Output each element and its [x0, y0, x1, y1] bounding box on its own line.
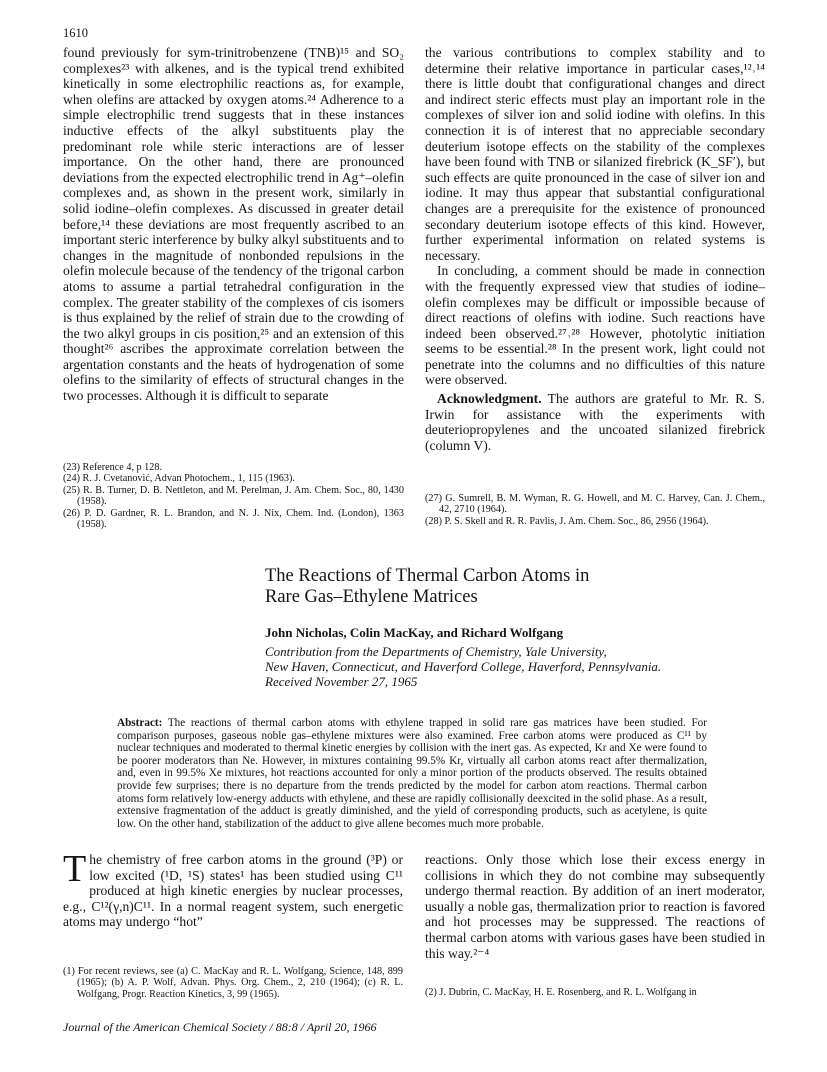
acknowledgment-heading: Acknowledgment. — [437, 391, 542, 407]
body-right-footnote — [425, 987, 765, 998]
body-right-paragraph: reactions. Only those which lose their excess energy in collisions in which they do not combine may subsequently undergo thermal reaction. By addition of an inert moderator, usually a noble gas, thermalization prior to reaction is favored and hot processes may be suppressed. The reactions of thermal carbon atoms with various gases have been studied in this way.²⁻⁴ — [425, 852, 765, 961]
footnote-28: (28) P. S. Skell and R. R. Pavlis, J. Am. Chem. Soc., 86, 2956 (1964). — [425, 515, 709, 527]
abstract-label: Abstract: — [117, 717, 163, 729]
footnote-2: (2) J. Dubrin, C. MacKay, H. E. Rosenberg, and R. L. Wolfgang in — [425, 987, 697, 998]
acknowledgment — [425, 391, 765, 453]
page-number: 1610 — [63, 26, 88, 40]
right-column-text — [425, 45, 765, 453]
article-affiliation — [265, 644, 661, 689]
drop-cap: T — [63, 848, 87, 890]
body-left-footnote — [63, 966, 403, 1000]
article-authors: John Nicholas, Colin MacKay, and Richard Wolfgang — [265, 625, 564, 640]
received-date: Received November 27, 1965 — [265, 674, 418, 689]
body-left-paragraph: he chemistry of free carbon atoms in the ground (³P) or low excited (¹D, ¹S) states¹ has been studied using C¹¹ produced at high kinetic energies by nuclear processes, e.g., C¹²(γ,n)C¹¹. In a normal reagent system, such energetic atoms may undergo “hot” — [63, 852, 403, 930]
body-left-text — [63, 848, 403, 930]
footnote-27: (27) G. Sumrell, B. M. Wyman, R. G. Howell, and M. C. Harvey, Can. J. Chem., 42, 2710 (1964). — [425, 493, 765, 516]
left-footnotes — [63, 462, 404, 530]
left-column-text — [63, 45, 404, 404]
footnote-24: (24) R. J. Cvetanović, Advan Photochem., 1, 115 (1963). — [63, 473, 295, 485]
body-right-text — [425, 852, 765, 961]
affiliation-line-2: New Haven, Connecticut, and Haverford College, Haverford, Pennsylvania. — [265, 659, 662, 674]
article-title-line-1: The Reactions of Thermal Carbon Atoms in — [265, 566, 590, 586]
right-paragraph-2: In concluding, a comment should be made in connection with the frequently expressed view that studies of iodine–olefin complexes may be difficult or impossible because of direct reactions of olefins with iodine. Such reactions have indeed been observed.²⁷˒²⁸ However, photolytic initiation seems to be essential.²⁸ In the present work, light could not penetrate into the columns and no difficulties of this nature were observed. — [425, 263, 765, 388]
right-paragraph-1: the various contributions to complex stability and to determine their relative importance in particular cases,¹²˒¹⁴ there is little doubt that configurational changes and direct and indirect steric effects must play an important role in the complexes of silver ion and solid iodine with olefins. In this connection it is of interest that no appreciable secondary deuterium isotope effects on the stability of the complexes have been found with TNB or silanized firebrick (K_SF′), but such effects are quite pronounced in the case of silver ion and iodine. It may thus appear that substantial configurational changes are a prerequisite for the existence of pronounced secondary deuterium isotope effects of this kind. However, further experimental information on related systems is necessary. — [425, 45, 765, 263]
left-paragraph: found previously for sym-trinitrobenzene (TNB)¹⁵ and SO₂ complexes²³ with alkenes, and is the typical trend exhibited kinetically in some electrophilic reactions as, for example, when olefins are attacked by oxygen atoms.²⁴ Adherence to a simple electrophilic trend suggests that in these instances inductive effects of the alkyl substituents play the predominant role while steric interactions are of lesser importance. On the other hand, there are pronounced deviations from the expected electrophilic trend in Ag⁺–olefin complexes and, as shown in the present work, similarly in solid iodine–olefin complexes. As discussed in greater detail before,¹⁴ these deviations are most frequently ascribed to an important steric interference by bulky alkyl substituents and to changes in the magnitude of nonbonded repulsions in the olefin molecule because of the tendency of the trigonal carbon atoms to assume a partial tetrahedral configuration in the complex. The greater stability of the complexes of cis isomers is thus explained by the relief of strain due to the crowding of the two alkyl groups in cis position,²⁵ and an extension of this thought²⁶ ascribes the approximate correlation between the argentation constants and the heats of hydrogenation of some olefins to the similarity of effects of structural changes in the two processes. Although it is difficult to separate — [63, 45, 404, 404]
footnote-1: (1) For recent reviews, see (a) C. MacKay and R. L. Wolfgang, Science, 148, 899 (1965); (b) A. P. Wolf, Advan. Phys. Org. Chem., 2, 210 (1964); (c) R. L. Wolfgang, Progr. Reaction Kinetics, 3, 99 (1965). — [63, 966, 403, 1000]
right-footnotes — [425, 493, 765, 527]
acknowledgment-text: The authors are grateful to Mr. R. S. Irwin for assistance with the experiments with deuteriopropylenes and the uncoated silanized firebrick (column V). — [425, 391, 765, 453]
footnote-26: (26) P. D. Gardner, R. L. Brandon, and N. J. Nix, Chem. Ind. (London), 1363 (1958). — [63, 507, 404, 531]
abstract — [117, 717, 707, 830]
footnote-25: (25) R. B. Turner, D. B. Nettleton, and M. Perelman, J. Am. Chem. Soc., 80, 1430 (1958). — [63, 484, 404, 508]
abstract-text: The reactions of thermal carbon atoms with ethylene trapped in solid rare gas matrices have been studied. For comparison purposes, gaseous noble gas–ethylene mixtures were also examined. Free carbon atoms were produced as C¹¹ by nuclear techniques and moderated to thermal kinetic energies by collision with the inert gas. As expected, Kr and Xe were found to be poorer moderators than Ne. However, in mixtures containing 99.5% Kr, virtually all carbon atoms react after thermalization, and, even in 99.5% Xe mixtures, hot reactions accounted for only a minor portion of the products observed. The results obtained provide few surprises; there is no departure from the trends predicted by the model for carbon atom reactions. Thermal carbon atoms form relatively low-energy adducts with ethylene, and these are rapidly collisionally deexcited in the solid phase. As a result, extensive fragmentation of the adduct is greatly diminished, and the yield of corresponding products, such as acetylene, is quite low. On the other hand, stabilization of the adduct to give allene becomes much more probable. — [117, 717, 707, 830]
article-title-line-2: Rare Gas–Ethylene Matrices — [265, 587, 478, 607]
footnote-23: (23) Reference 4, p 128. — [63, 462, 163, 473]
journal-footer: Journal of the American Chemical Society / 88:8 / April 20, 1966 — [63, 1020, 377, 1034]
article-title — [265, 566, 589, 608]
affiliation-line-1: Contribution from the Departments of Chemistry, Yale University, — [265, 644, 607, 659]
